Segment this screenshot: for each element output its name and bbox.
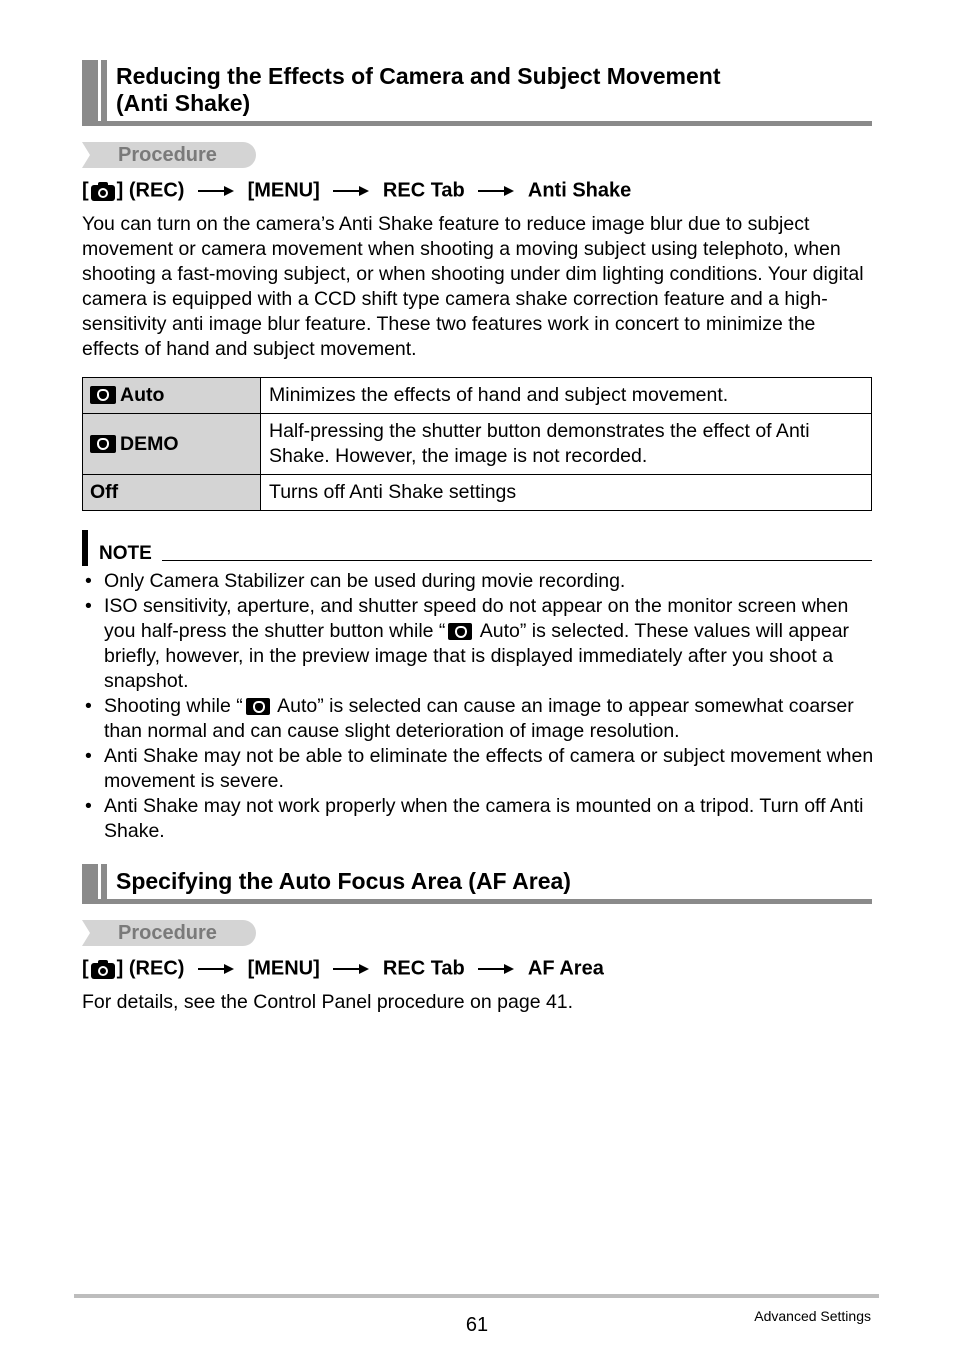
note-item: • Only Camera Stabilizer can be used during movie recording. xyxy=(82,569,874,594)
procedure-badge xyxy=(82,920,256,946)
menu-path-anti-shake: [ ] (REC) [MENU] REC Tab Anti Shake xyxy=(82,179,632,202)
procedure-label: Procedure xyxy=(118,144,217,166)
footer-section-label: Advanced Settings xyxy=(754,1308,871,1324)
arrow-right-icon xyxy=(478,184,514,198)
footer-rule xyxy=(74,1294,879,1298)
arrow-right-icon xyxy=(333,962,369,976)
heading-bar xyxy=(101,864,107,904)
section-title: Reducing the Effects of Camera and Subject Movement (Anti Shake) xyxy=(116,63,721,116)
section-heading-anti-shake xyxy=(82,60,872,126)
menu-path-af-area: [ ] (REC) [MENU] REC Tab AF Area xyxy=(82,957,604,980)
table-row xyxy=(83,414,872,475)
note-item: • ISO sensitivity, aperture, and shutter speed do not appear on the monitor screen when you half-press the shutter button while “ Auto” is selected. These values will appear briefly, however, in the preview image that is displayed immediately after you shoot a snapshot. xyxy=(82,594,874,694)
note-list xyxy=(82,569,874,844)
table-key-cell: DEMO xyxy=(83,414,261,475)
table-value-cell: Half-pressing the shutter button demonstrates the effect of Anti Shake. However, the image is not recorded. xyxy=(261,414,872,475)
anti-shake-icon xyxy=(448,623,472,640)
arrow-right-icon xyxy=(198,184,234,198)
arrow-right-icon xyxy=(198,962,234,976)
af-area-description: For details, see the Control Panel procedure on page 41. xyxy=(82,991,574,1013)
anti-shake-description: You can turn on the camera’s Anti Shake feature to reduce image blur due to subject movement or camera movement when shooting a moving subject using telephoto, when shooting a fast-moving subject, or when shooting under dim lighting conditions. Your digital camera is equipped with a CCD shift type camera shake correction feature and a high-sensitivity anti image blur feature. These two features work in concert to minimize the effects of hand and subject movement. xyxy=(82,213,864,360)
heading-bar xyxy=(101,60,107,126)
note-bar xyxy=(82,530,88,566)
camera-icon xyxy=(90,959,116,979)
anti-shake-icon xyxy=(90,435,116,453)
table-key-cell: Off xyxy=(83,475,261,511)
section-title: Specifying the Auto Focus Area (AF Area) xyxy=(116,868,571,894)
arrow-right-icon xyxy=(478,962,514,976)
note-item: • Anti Shake may not be able to eliminate the effects of camera or subject movement when movement is severe. xyxy=(82,744,874,794)
table-row xyxy=(83,378,872,414)
section-heading-af-area xyxy=(82,864,872,904)
procedure-label: Procedure xyxy=(118,922,217,944)
table-value-cell: Minimizes the effects of hand and subject movement. xyxy=(261,378,872,414)
heading-bar xyxy=(82,60,98,126)
anti-shake-icon xyxy=(246,698,270,715)
note-heading xyxy=(82,530,872,566)
camera-icon xyxy=(90,181,116,201)
note-rule xyxy=(162,560,872,561)
note-item: • Shooting while “ Auto” is selected can cause an image to appear somewhat coarser than normal and can cause slight deterioration of image resolution. xyxy=(82,694,874,744)
heading-bar xyxy=(82,864,98,904)
table-row xyxy=(83,475,872,511)
heading-rule xyxy=(82,121,872,126)
anti-shake-settings-table xyxy=(82,377,872,511)
note-label: NOTE xyxy=(99,543,152,564)
note-item: • Anti Shake may not work properly when the camera is mounted on a tripod. Turn off Anti Shake. xyxy=(82,794,874,844)
page-number: 61 xyxy=(465,1314,489,1336)
arrow-right-icon xyxy=(333,184,369,198)
table-key-cell: Auto xyxy=(83,378,261,414)
table-value-cell: Turns off Anti Shake settings xyxy=(261,475,872,511)
procedure-badge xyxy=(82,142,256,168)
heading-rule xyxy=(82,899,872,904)
anti-shake-icon xyxy=(90,386,116,404)
